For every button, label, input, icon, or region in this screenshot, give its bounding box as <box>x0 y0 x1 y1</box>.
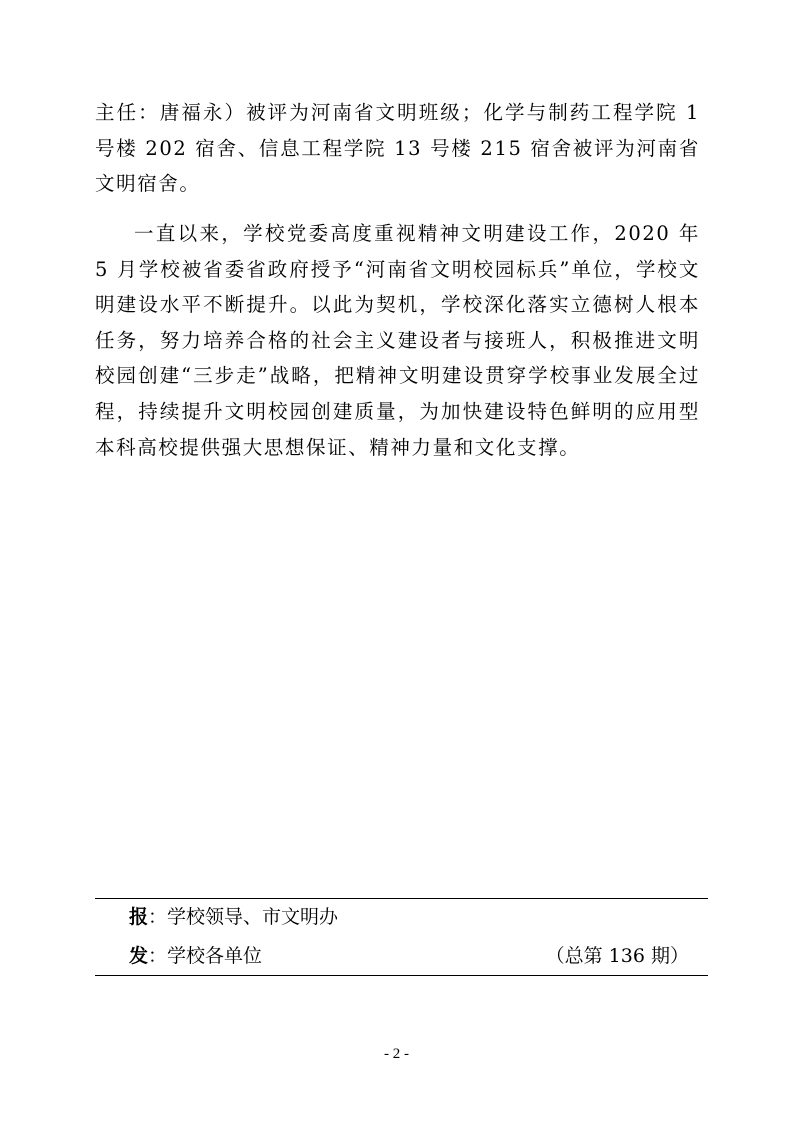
send-recipients: 学校各单位 <box>167 945 263 967</box>
send-colon: ： <box>148 945 168 967</box>
report-recipients: 学校领导、市文明办 <box>167 906 339 928</box>
page-number: - 2 - <box>384 1046 409 1062</box>
body-paragraph-2: 一直以来，学校党委高度重视精神文明建设工作，2020 年 5 月学校被省委省政府授予“河南省文明校园标兵”单位，学校文明建设水平不断提升。以此为契机，学校深化落实立德树人根本任务，努力培养合格的社会主义建设者与接班人，积极推进文明校园创建“三步走”战略，把精神文明建设贯穿学校事业发展全过程，持续提升文明校园创建质量，为加快建设特色鲜明的应用型本科高校提供强大思想保证、精神力量和文化支撑。 <box>95 222 700 459</box>
footer-report-line <box>129 905 689 929</box>
send-label: 发 <box>129 945 149 967</box>
report-colon: ： <box>148 906 168 928</box>
issue-number: （总第 136 期） <box>545 945 689 967</box>
report-label: 报 <box>129 906 149 928</box>
footer-bottom-rule <box>95 975 708 976</box>
footer-send-line <box>129 944 689 968</box>
footer-top-rule <box>95 898 708 899</box>
body-paragraph-1: 主任：唐福永）被评为河南省文明班级；化学与制药工程学院 1 号楼 202 宿舍、信息工程学院 13 号楼 215 宿舍被评为河南省文明宿舍。 <box>95 101 700 196</box>
